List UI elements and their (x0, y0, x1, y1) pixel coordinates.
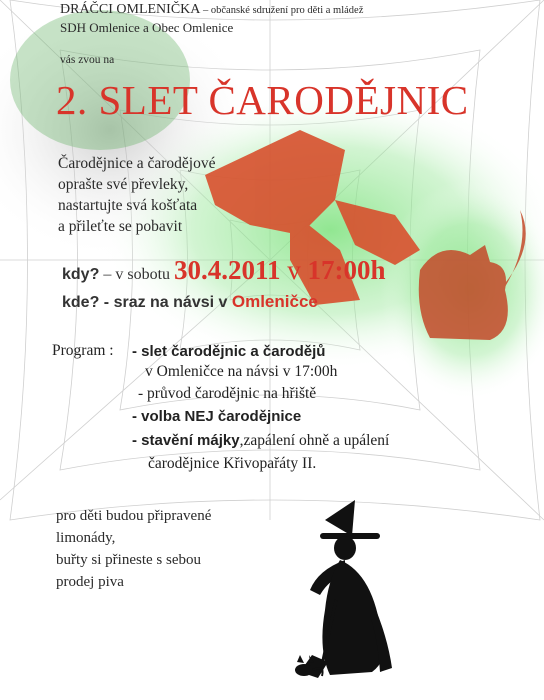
program-item: čarodějnice Křivopařáty II. (148, 455, 317, 472)
page-title: 2. SLET ČARODĚJNIC (56, 77, 469, 123)
footer-text: pro děti budou připravené limonády, buřty si přineste s sebou prodej piva (56, 508, 212, 590)
program-item: - průvod čarodějnic na hřiště (138, 385, 317, 402)
organizer-line-2: SDH Omlenice a Obec Omlenice (60, 20, 234, 35)
program-item: v Omleničce na návsi v 17:00h (145, 363, 338, 380)
witch-silhouette-icon (295, 500, 392, 678)
event-where: kde? - sraz na návsi v Omleničce (62, 292, 318, 311)
program-item: - stavění májky,zapálení ohně a upálení (132, 432, 390, 449)
invite-text: vás zvou na (60, 54, 115, 66)
program-item: - slet čarodějnic a čarodějů (132, 343, 326, 360)
program-label: Program : (52, 342, 114, 359)
program-item: - volba NEJ čarodějnice (132, 408, 302, 425)
event-when: kdy? – v sobotu 30.4.2011 v 17:00h (62, 255, 386, 285)
intro-text: Čarodějnice a čarodějové oprašte své převleky, nastartujte svá košťata a přileťte se pobavit (58, 155, 216, 235)
organizer-line-1: DRÁČCI OMLENIČKA – občanské sdružení pro děti a mládež (60, 2, 364, 17)
